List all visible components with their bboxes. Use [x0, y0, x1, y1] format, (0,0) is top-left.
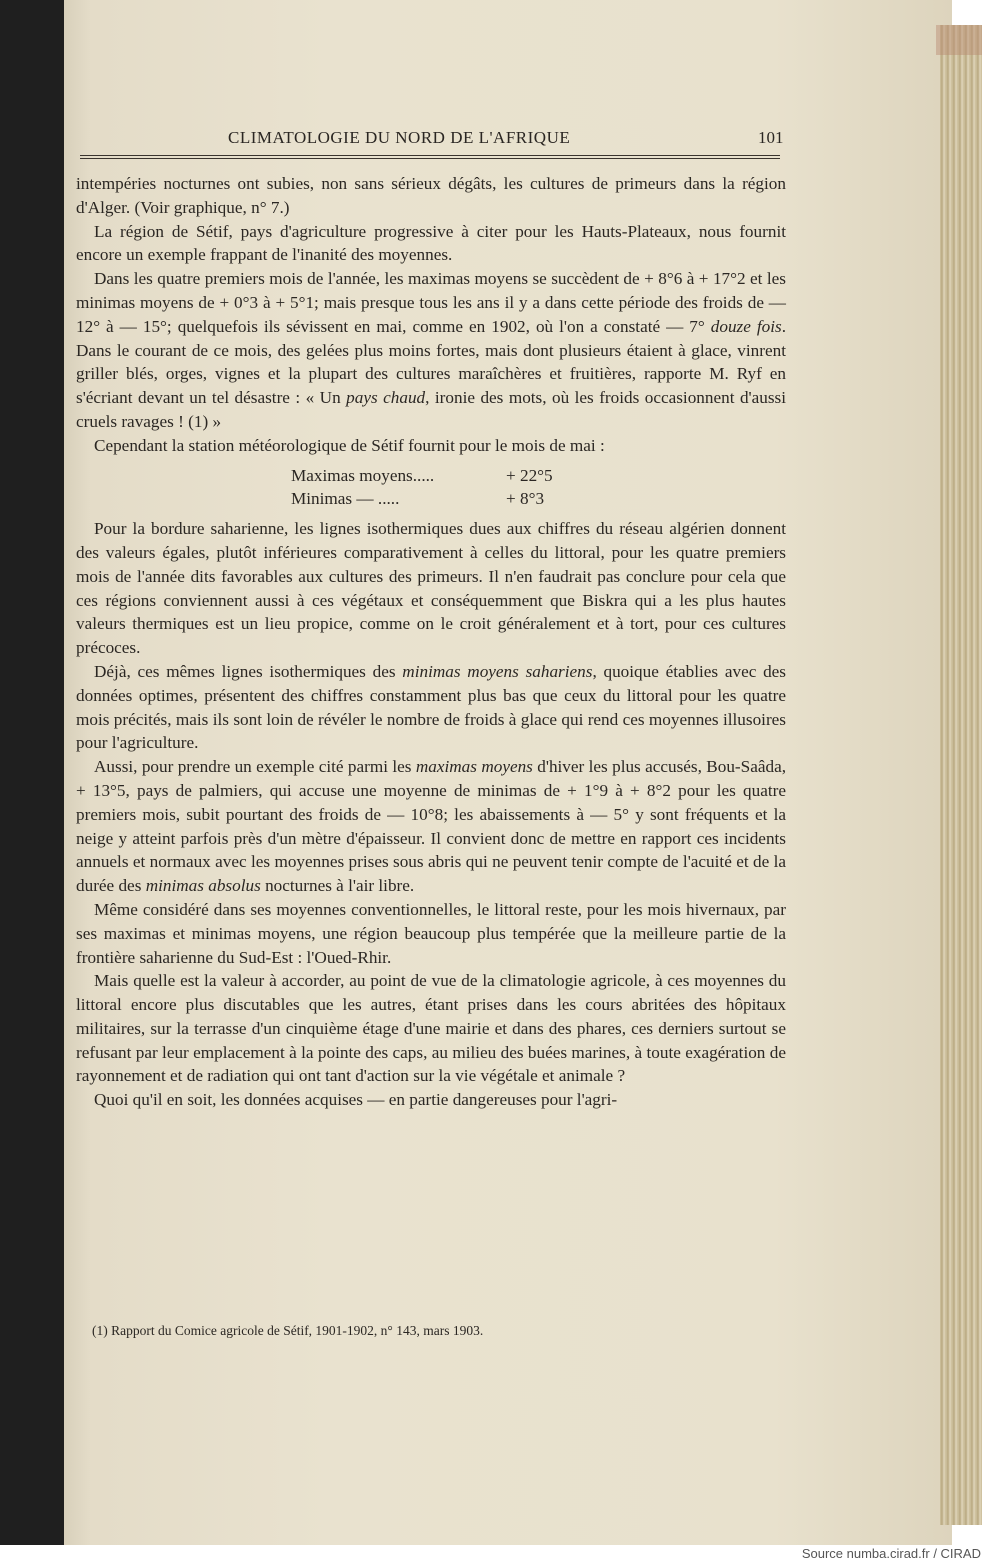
source-credit: Source numba.cirad.fr / CIRAD [801, 1546, 981, 1561]
paragraph: La région de Sétif, pays d'agriculture progressive à citer pour les Hauts-Plateaux, nous fournit encore un exemple frappant de l'inanité des moyennes. [76, 221, 786, 265]
emphasis: douze fois [710, 316, 782, 336]
footnote: (1) Rapport du Comice agricole de Sétif, 1901-1902, n° 143, mars 1903. [92, 1323, 484, 1338]
paragraph: Dans les quatre premiers mois de l'année, les maximas moyens se succèdent de + 8°6 à + 17°2 et les minimas moyens de + 0°3 à + 5°1; mais presque tous les ans il y a dans cette période des froids de — 12° à — 15°; quelquefois ils sévissent en mai, comme en 1902, où l'on a constaté — 7° douze fois. Dans le courant de ce mois, des gelées plus moins fortes, mais dont plusieurs étaient à glace, vinrent griller blés, orges, vignes et la plupart des cultures maraîchères et fruitières, rapporte M. Ryf en s'écriant devant un tel désastre : « Un pays chaud, ironie des mots, où les froids occasionnent d'aussi cruels ravages ! (1) » [76, 269, 787, 431]
table-value: + 8°3 [506, 489, 545, 509]
scan-left-margin [0, 0, 64, 1545]
emphasis: minimas moyens sahariens [402, 661, 593, 681]
table-label: Maximas moyens..... [291, 465, 435, 485]
emphasis: minimas absolus [145, 876, 261, 896]
emphasis: pays chaud [346, 388, 426, 408]
table-row [291, 487, 651, 511]
table-row [291, 464, 651, 488]
table-value: + 22°5 [506, 465, 553, 485]
paragraph: Mais quelle est la valeur à accorder, au point de vue de la climatologie agricole, à ces moyennes du littoral encore plus discutables que les autres, étant prises dans les cours abritées des hôpitaux militaires, sur la terrasse d'un cinquième étage d'une mairie et dans des phares, ces derniers surtout se refusant par leur emplacement à la pointe des caps, au milieu des buées marines, à toute exagération de rayonnement et de radiation qui ont tant d'action sur la vie végétale et animale ? [76, 971, 786, 1086]
table-label: Minimas — ..... [291, 489, 400, 509]
header-title: CLIMATOLOGIE DU NORD DE L'AFRIQUE [228, 128, 571, 147]
paragraph: Aussi, pour prendre un exemple cité parmi les maximas moyens d'hiver les plus accusés, Bou-Saâda, + 13°5, pays de palmiers, qui accuse une moyenne de minimas de + 1°9 à + 8°2 pour les quatre premiers mois, subit pourtant des froids de — 10°8; les abaissements à — 5° y sont fréquents et la neige y atteint parfois près d'un mètre d'épaisseur. Il convient donc de mettre en rapport ces incidents annuels et normaux avec les moyennes prises sous abris qui ne peuvent tenir compte de l'acuité et de la durée des minimas absolus nocturnes à l'air libre. [76, 757, 786, 896]
book-page-edges [940, 25, 982, 1525]
body-text [76, 172, 786, 1112]
header-rule [80, 155, 780, 156]
header-rule-thin [80, 158, 780, 159]
temperature-table [291, 464, 651, 512]
paragraph: Déjà, ces mêmes lignes isothermiques des minimas moyens sahariens, quoique établies avec des données optimes, présentent des chiffres constamment plus bas que ceux du littoral pour les quatre mois précités, mais ils sont loin de révéler le nombre de froids à glace qui rend ces moyennes illusoires pour l'agriculture. [76, 661, 786, 753]
paragraph: Pour la bordure saharienne, les lignes isothermiques dues aux chiffres du réseau algérien donnent des valeurs égales, plutôt inférieures comparativement à celles du littoral, pour les quatre premiers mois de l'année dits favorables aux cultures des primeurs. Il n'en faudrait pas conclure pour cela que ces régions conviennent aussi à ces végétaux et conséquemment que Biskra qui a les plus hautes valeurs thermiques est un lieu propice, comme on le croit généralement et à tort, pour ces cultures précoces. [76, 519, 786, 658]
paragraph: Cependant la station météorologique de Sétif fournit pour le mois de mai : [94, 435, 605, 455]
paragraph: intempéries nocturnes ont subies, non sans sérieux dégâts, les cultures de primeurs dans la région d'Alger. (Voir graphique, n° 7.) [76, 174, 786, 217]
book-edge-stain [936, 25, 982, 55]
paragraph: Quoi qu'il en soit, les données acquises — en partie dangereuses pour l'agri- [94, 1090, 618, 1110]
page-number: 101 [758, 128, 784, 147]
running-header [80, 120, 784, 160]
paragraph: Même considéré dans ses moyennes conventionnelles, le littoral reste, pour les mois hivernaux, par ses maximas et minimas moyens, une région beaucoup plus tempérée que la meilleure partie de la frontière saharienne du Sud-Est : l'Oued-Rhir. [76, 899, 786, 967]
emphasis: maximas moyens [415, 757, 533, 777]
